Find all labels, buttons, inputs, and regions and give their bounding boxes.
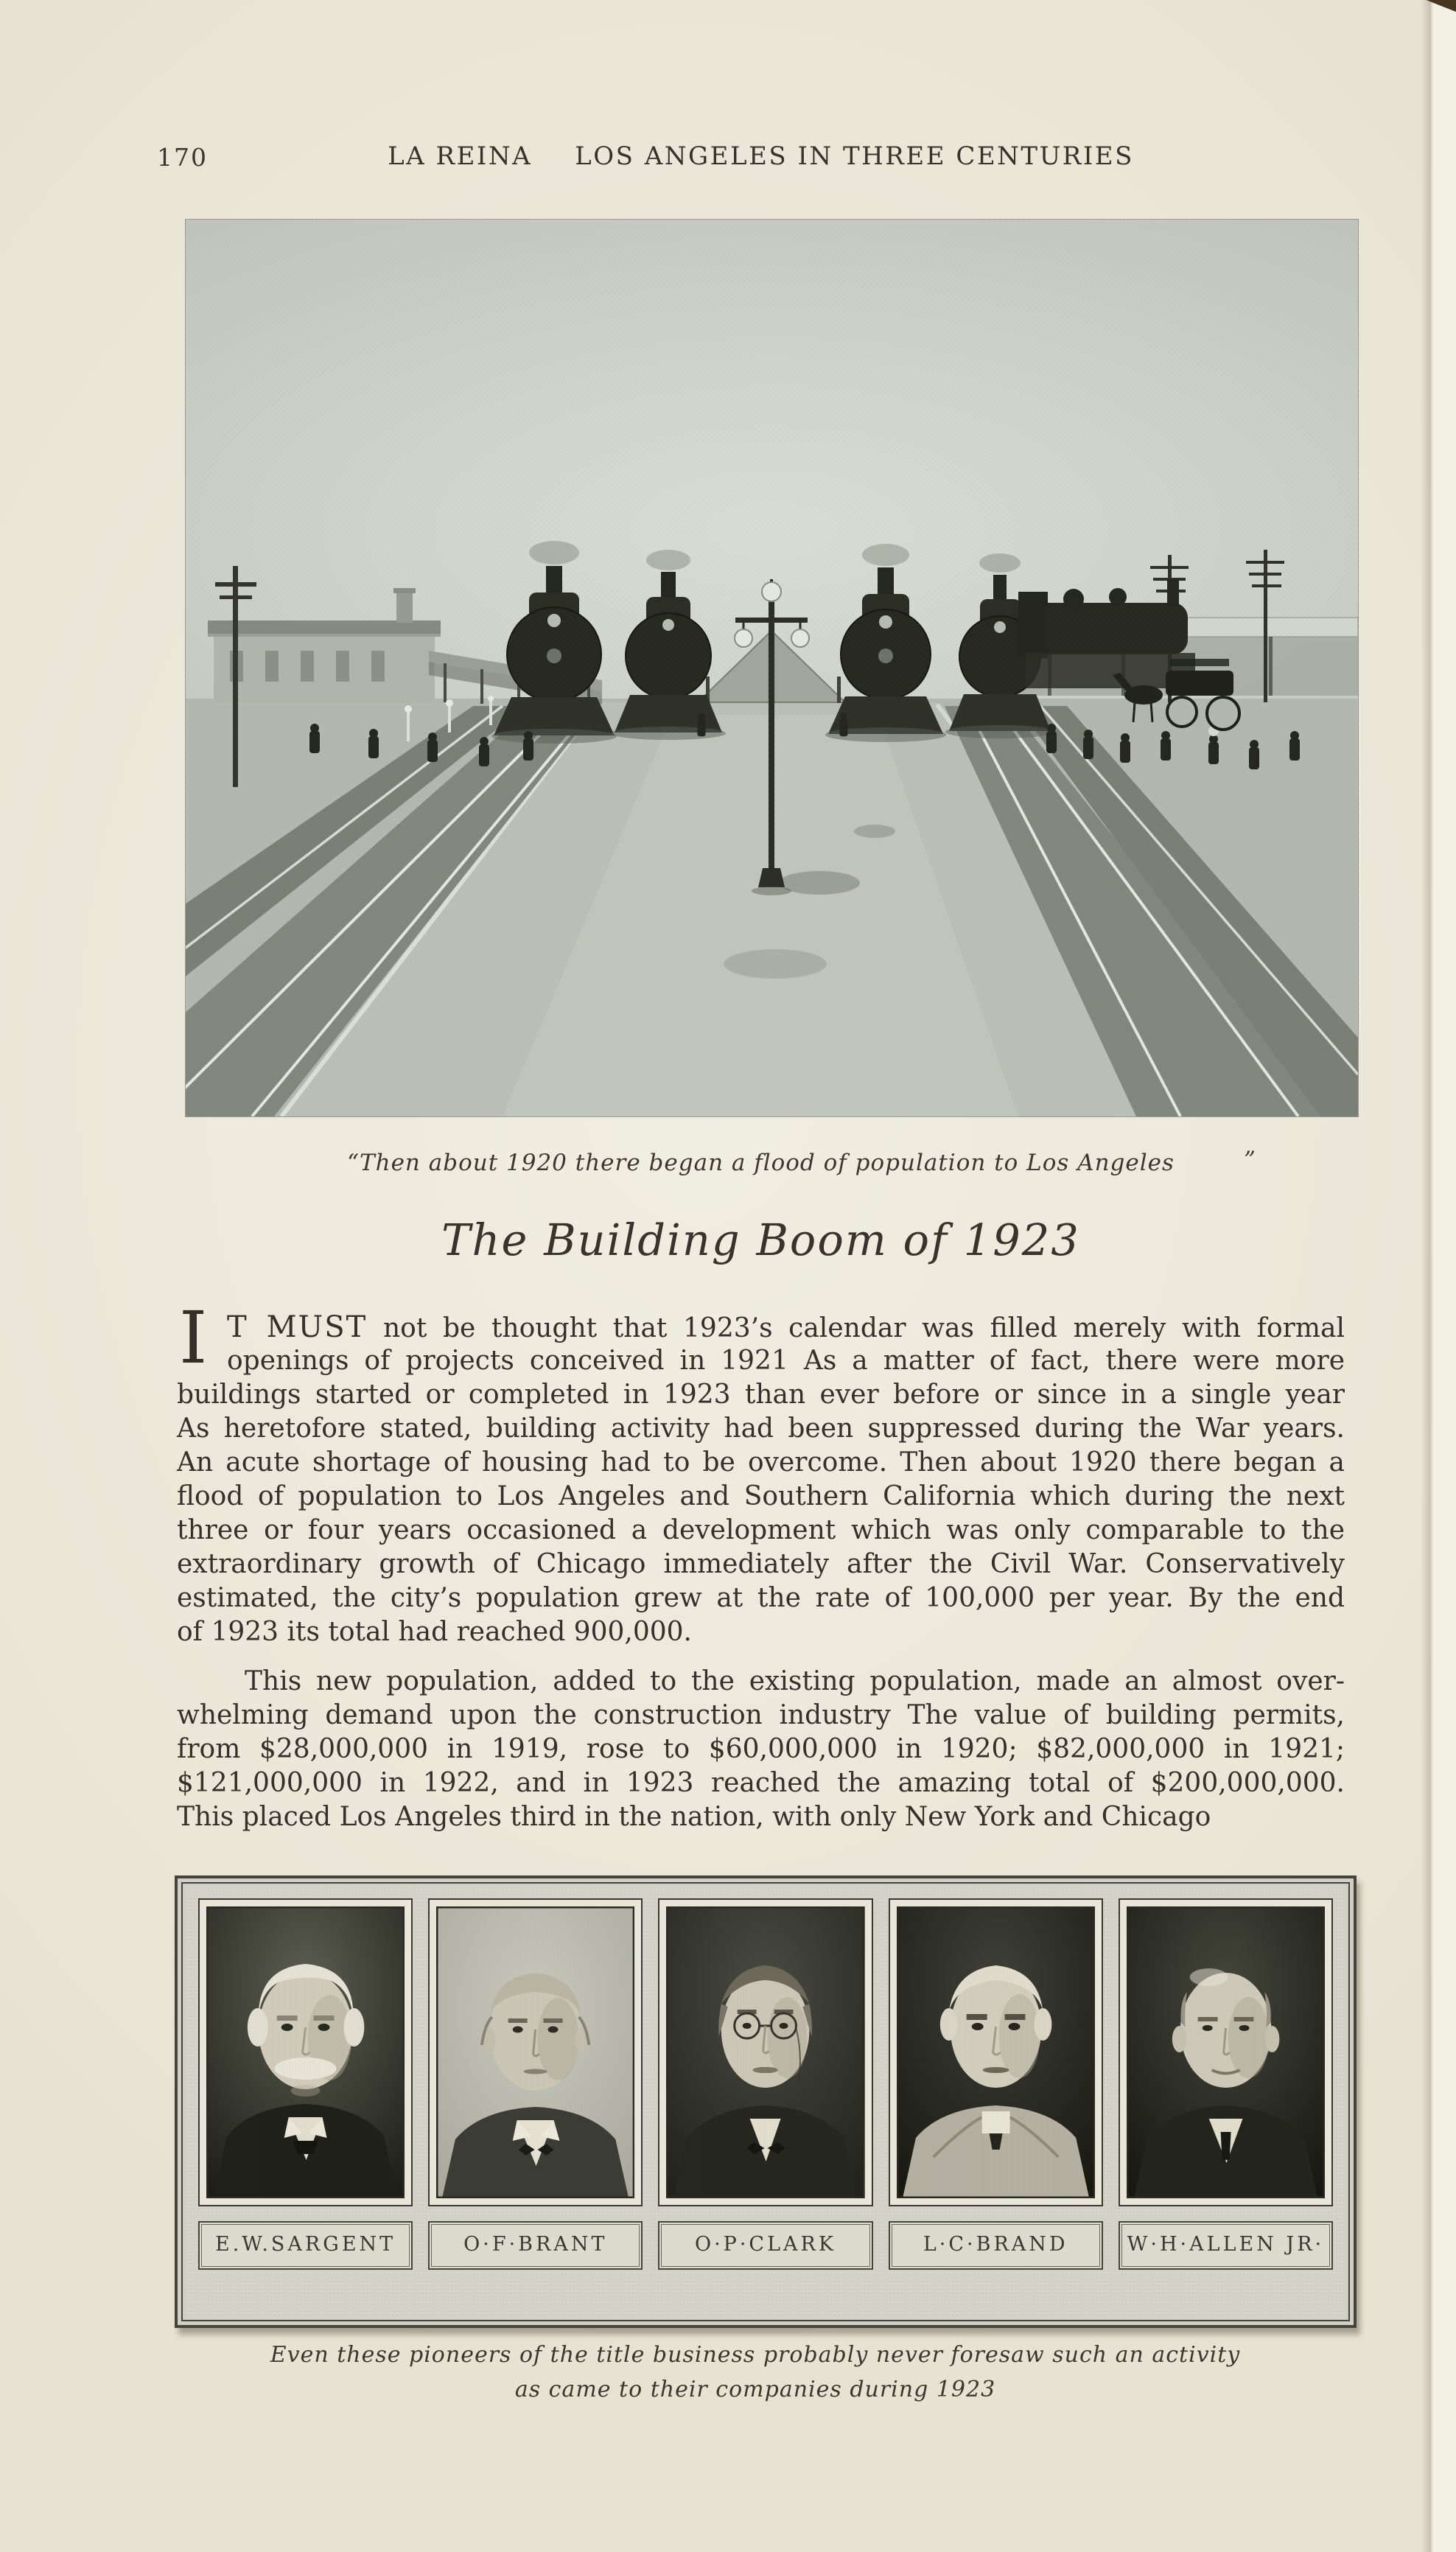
page-edge <box>1431 0 1456 2552</box>
body-line: buildings started or completed in 1923 than ever before or since in a single year <box>177 1380 1345 1410</box>
body-line: estimated, the city’s population grew at the rate of 100,000 per year. By the end <box>177 1583 1345 1613</box>
running-header-book-title: LA REINA <box>388 141 533 171</box>
portrait-column <box>1119 1898 1333 2305</box>
portrait-column <box>658 1898 872 2305</box>
portrait-column <box>198 1898 413 2305</box>
body-line: This new population, added to the existing population, made an almost over- <box>245 1666 1345 1696</box>
body-line: of 1923 its total had reached 900,000. <box>177 1617 692 1647</box>
line-text: not be thought that 1923’s calendar was filled merely with formal <box>382 1313 1345 1343</box>
body-line: whelming demand upon the construction industry The value of building permits, <box>177 1700 1345 1730</box>
body-line: An acute shortage of housing had to be overcome. Then about 1920 there began a <box>177 1447 1345 1478</box>
portrait-photo-clark <box>658 1898 872 2206</box>
portraits-panel-mat <box>185 1886 1346 2318</box>
portrait-column <box>428 1898 643 2305</box>
name-plate: E.W.SARGENT <box>198 2221 413 2270</box>
portrait-art <box>436 1906 634 2198</box>
body-line: three or four years occasioned a development which was only comparable to the <box>177 1515 1345 1545</box>
drop-cap: I <box>179 1296 208 1380</box>
portrait-art <box>1127 1906 1325 2198</box>
body-line: $121,000,000 in 1922, and in 1923 reached the amazing total of $200,000,000. <box>177 1768 1345 1798</box>
body-line: openings of projects conceived in 1921 As a matter of fact, there were more <box>227 1346 1345 1376</box>
portrait-photo-brand <box>889 1898 1103 2206</box>
train-station-photo-art <box>186 220 1358 1116</box>
body-line: As heretofore stated, building activity had been suppressed during the War years. <box>177 1413 1345 1444</box>
portrait-photo-brant <box>428 1898 643 2206</box>
train-station-photo <box>186 220 1358 1116</box>
name-plate: O·P·CLARK <box>658 2221 872 2270</box>
portraits-caption-line1: Even these pioneers of the title business probably never foresaw such an activity <box>270 2342 1241 2368</box>
portrait-column <box>889 1898 1103 2305</box>
body-line: flood of population to Los Angeles and Southern California which during the next <box>177 1481 1345 1511</box>
portraits-panel <box>175 1875 1357 2328</box>
name-plate: L·C·BRAND <box>889 2221 1103 2270</box>
portrait-art <box>897 1906 1095 2198</box>
body-line: from $28,000,000 in 1919, rose to $60,000,000 in 1920; $82,000,000 in 1921; <box>177 1734 1345 1764</box>
photo-caption: “Then about 1920 there began a flood of population to Los Angeles <box>347 1150 1175 1176</box>
portrait-photo-allen <box>1119 1898 1333 2206</box>
running-header-subtitle: LOS ANGELES IN THREE CENTURIES <box>575 141 1134 171</box>
body-line <box>227 1311 1345 1345</box>
small-caps-lead: T MUST <box>227 1310 368 1344</box>
running-header <box>177 141 1345 171</box>
portrait-photo-sargent <box>198 1898 413 2206</box>
page-number: 170 <box>157 143 208 172</box>
portraits-caption-line2: as came to their companies during 1923 <box>514 2377 996 2402</box>
name-plate: O·F·BRANT <box>428 2221 643 2270</box>
portrait-art <box>206 1906 405 2198</box>
photo-caption-close-quote: ” <box>1244 1147 1256 1173</box>
body-line: This placed Los Angeles third in the nation, with only New York and Chicago <box>177 1802 1211 1832</box>
name-plate: W·H·ALLEN JR· <box>1119 2221 1333 2270</box>
section-heading: The Building Boom of 1923 <box>441 1214 1080 1265</box>
portrait-art <box>666 1906 864 2198</box>
page-edge-shadow <box>1421 0 1434 2552</box>
body-line: extraordinary growth of Chicago immediately after the Civil War. Conservatively <box>177 1549 1345 1579</box>
